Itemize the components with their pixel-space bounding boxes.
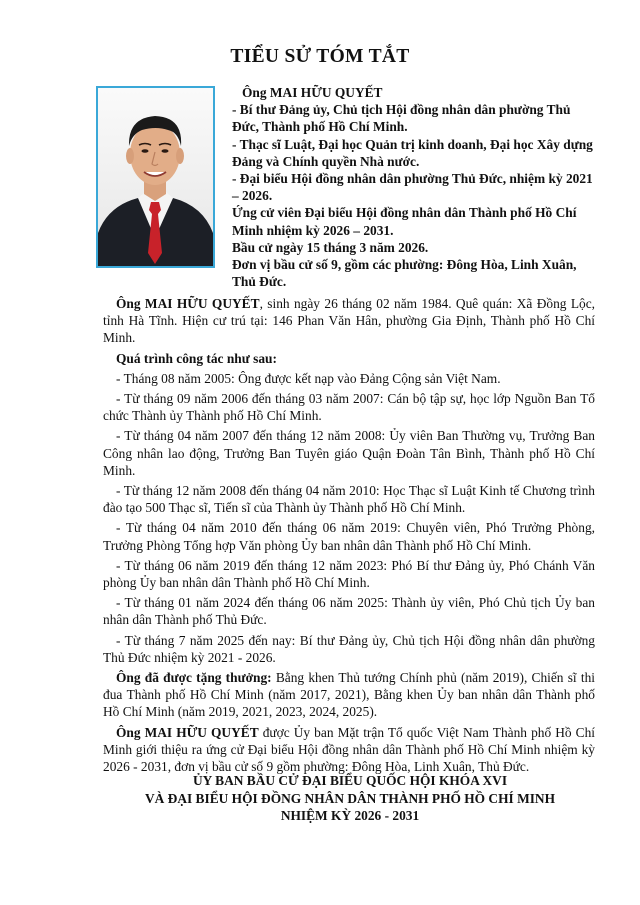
- document-title: TIỂU SỬ TÓM TẮT: [230, 46, 410, 67]
- career-item: - Từ tháng 09 năm 2006 đến tháng 03 năm 2007: Cán bộ tập sự, học lớp Nguồn Ban Tổ chức Thành ủy Thành phố Hồ Chí Minh.: [103, 391, 595, 424]
- summary-line: Bầu cử ngày 15 tháng 3 năm 2026.: [232, 239, 429, 255]
- footer-line: ỦY BAN BẦU CỬ ĐẠI BIỂU QUỐC HỘI KHÓA XVI: [192, 773, 508, 788]
- career-heading: Quá trình công tác như sau:: [116, 350, 277, 366]
- summary-line: Ứng cử viên Đại biểu Hội đồng nhân dân Thành phố Hồ Chí Minh nhiệm kỳ 2026 – 2031.: [232, 205, 577, 238]
- biography-body: [103, 295, 595, 778]
- intro-text: , sinh ngày 26 tháng 02 năm 1984. Quê quán: Xã Đồng Lộc, tỉnh Hà Tĩnh. Hiện cư trú tại: 146 Phan Văn Hân, phường Gia Định, Thành phố Hồ Chí Minh.: [103, 296, 596, 346]
- career-item: - Tháng 08 năm 2005: Ông được kết nạp vào Đảng Cộng sản Việt Nam.: [116, 370, 501, 386]
- footer-line: VÀ ĐẠI BIỂU HỘI ĐỒNG NHÂN DÂN THÀNH PHỐ HỒ CHÍ MINH: [144, 790, 556, 806]
- issuing-authority: [90, 772, 610, 825]
- career-item: - Từ tháng 04 năm 2007 đến tháng 12 năm 2008: Ủy viên Ban Thường vụ, Trưởng Ban Công nhân lao động, Trưởng Ban Tuyên giáo Quận Đoàn Tân Bình, Thành phố Hồ Chí Minh.: [103, 428, 595, 478]
- awards-paragraph: [103, 669, 595, 721]
- career-item: - Từ tháng 7 năm 2025 đến nay: Bí thư Đảng ủy, Chủ tịch Hội đồng nhân dân phường Thủ Đức nhiệm kỳ 2021 - 2026.: [103, 632, 595, 665]
- intro-paragraph: [103, 295, 595, 347]
- career-item: - Từ tháng 04 năm 2010 đến tháng 06 năm 2019: Chuyên viên, Phó Trưởng Phòng, Trưởng Phòng Tổng hợp Văn phòng Ủy ban nhân dân Thành phố Hồ Chí Minh.: [103, 520, 595, 553]
- awards-label: Ông đã được tặng thưởng:: [116, 670, 272, 686]
- nomination-text: được Ủy ban Mặt trận Tổ quốc Việt Nam Thành phố Hồ Chí Minh giới thiệu ra ứng cử Đại biểu Hội đồng nhân dân Thành phố Hồ Chí Minh nhiệm kỳ 2026 - 2031, đơn vị bầu cử số 9 gồm phường: Đông Hòa, Linh Xuân, Thủ Đức.: [103, 724, 595, 775]
- footer-line: NHIỆM KỲ 2026 - 2031: [280, 808, 420, 824]
- career-item: - Từ tháng 06 năm 2019 đến tháng 12 năm 2023: Phó Bí thư Đảng ủy, Phó Chánh Văn phòng Ủy ban nhân dân Thành phố Hồ Chí Minh.: [103, 557, 595, 591]
- summary-line: - Thạc sĩ Luật, Đại học Quản trị kinh doanh, Đại học Xây dựng Đảng và Chính quyền Nhà nước.: [232, 136, 593, 169]
- candidate-summary: [232, 84, 594, 290]
- awards-text: Bằng khen Thủ tướng Chính phủ (năm 2019), Chiến sĩ thi đua Thành phố Hồ Chí Minh (năm 2017, 2021), Bằng khen Ủy ban nhân dân Thành phố Hồ Chí Minh (năm 2019, 2021, 2023, 2024, 2025).: [103, 670, 595, 720]
- nomination-name: Ông MAI HỮU QUYẾT: [116, 724, 259, 740]
- career-item: - Từ tháng 01 năm 2024 đến tháng 06 năm 2025: Thành ủy viên, Phó Chủ tịch Ủy ban nhân dân Thành phố Thủ Đức.: [103, 595, 595, 628]
- portrait-photo: [96, 86, 215, 268]
- portrait-image: [98, 88, 213, 266]
- summary-line: - Bí thư Đảng ủy, Chủ tịch Hội đồng nhân dân phường Thủ Đức, Thành phố Hồ Chí Minh.: [232, 102, 571, 135]
- career-item: - Từ tháng 12 năm 2008 đến tháng 04 năm 2010: Học Thạc sĩ Luật Kinh tế Chương trình đào tạo 500 Thạc sĩ, Tiến sĩ của Thành ủy Thành phố Hồ Chí Minh.: [103, 483, 595, 516]
- summary-line: Đơn vị bầu cử số 9, gồm các phường: Đông Hòa, Linh Xuân, Thủ Đức.: [232, 257, 577, 290]
- intro-name: Ông MAI HỮU QUYẾT: [116, 296, 260, 311]
- summary-line: - Đại biểu Hội đồng nhân dân phường Thủ Đức, nhiệm kỳ 2021 – 2026.: [232, 171, 593, 204]
- candidate-name: Ông MAI HỮU QUYẾT: [242, 85, 383, 100]
- nomination-paragraph: [103, 724, 595, 776]
